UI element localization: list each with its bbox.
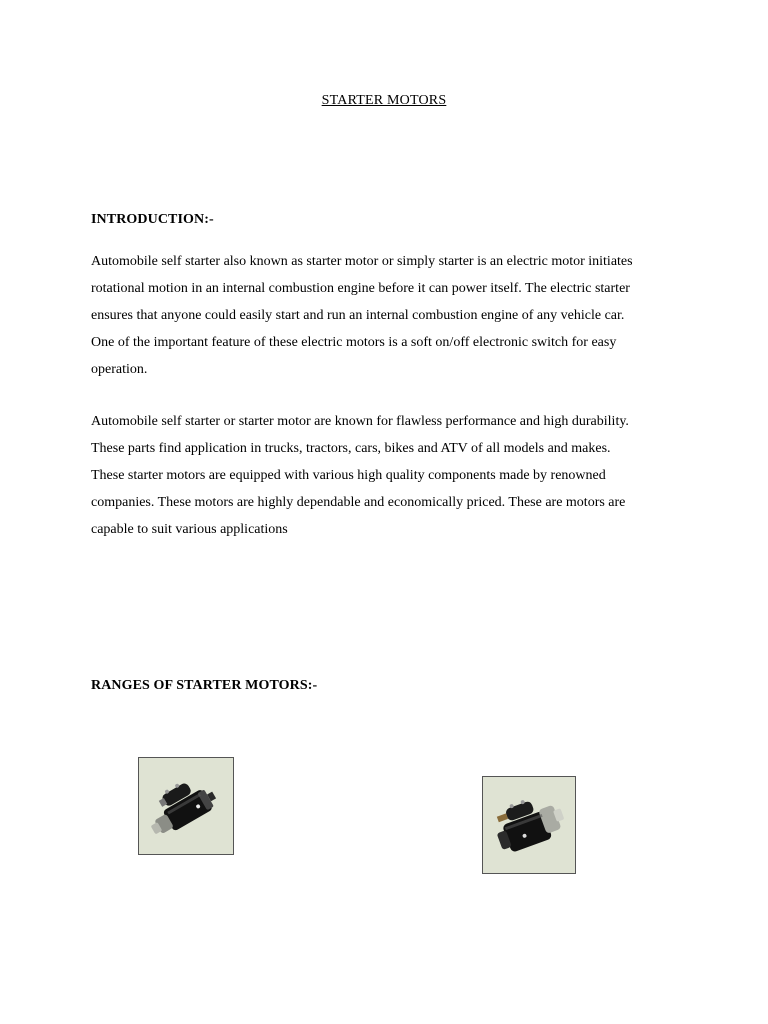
paragraph-line: operation. — [91, 362, 148, 377]
paragraph-line: Automobile self starter also known as starter motor or simply starter is an electric motor initiates — [91, 254, 633, 269]
paragraph-line: These parts find application in trucks, tractors, cars, bikes and ATV of all models and makes. — [91, 441, 611, 456]
introduction-paragraph-2 — [91, 408, 691, 543]
ranges-heading: RANGES OF STARTER MOTORS:- — [91, 678, 318, 693]
introduction-heading: INTRODUCTION:- — [91, 212, 214, 227]
paragraph-line: These starter motors are equipped with various high quality components made by renowned — [91, 468, 606, 483]
paragraph-line: companies. These motors are highly dependable and economically priced. These are motors are — [91, 495, 626, 510]
starter-motor-image-1 — [138, 757, 234, 855]
paragraph-line: Automobile self starter or starter motor are known for flawless performance and high durability. — [91, 414, 629, 429]
paragraph-line: rotational motion in an internal combustion engine before it can power itself. The electric starter — [91, 281, 630, 296]
introduction-paragraph-1 — [91, 248, 691, 383]
paragraph-line: One of the important feature of these electric motors is a soft on/off electronic switch for easy — [91, 335, 617, 350]
starter-motor-icon — [139, 758, 233, 854]
starter-motor-image-2 — [482, 776, 576, 874]
paragraph-line: capable to suit various applications — [91, 522, 288, 537]
paragraph-line: ensures that anyone could easily start and run an internal combustion engine of any vehicle car. — [91, 308, 625, 323]
starter-motor-icon — [483, 777, 575, 873]
document-title: STARTER MOTORS — [321, 93, 447, 108]
